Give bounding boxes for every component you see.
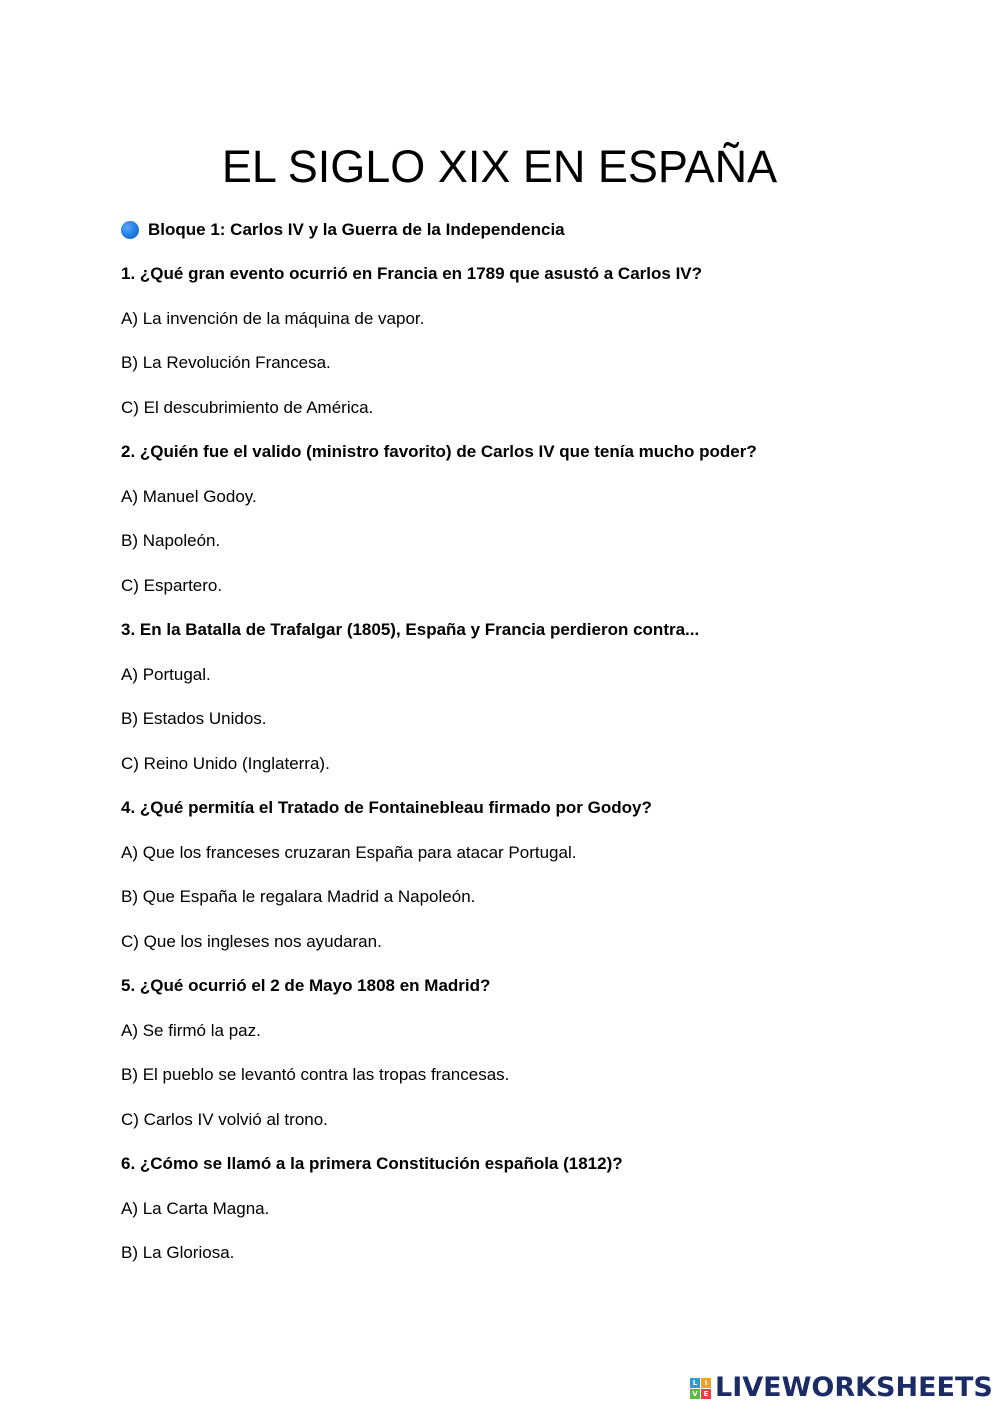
logo-letter-e: E	[701, 1389, 711, 1399]
question-3-option-b[interactable]: B) Estados Unidos.	[121, 709, 267, 728]
block-header	[121, 218, 565, 242]
liveworksheets-brand	[690, 1373, 993, 1403]
logo-letter-l: L	[690, 1378, 700, 1388]
question-1-option-a[interactable]: A) La invención de la máquina de vapor.	[121, 309, 425, 328]
question-2-option-a[interactable]: A) Manuel Godoy.	[121, 487, 257, 506]
question-3: 3. En la Batalla de Trafalgar (1805), España y Francia perdieron contra...	[121, 620, 700, 639]
page-title: EL SIGLO XIX EN ESPAÑA	[221, 141, 778, 192]
question-5-option-a[interactable]: A) Se firmó la paz.	[121, 1021, 261, 1040]
blue-circle-icon	[121, 221, 139, 239]
question-4: 4. ¿Qué permitía el Tratado de Fontainebleau firmado por Godoy?	[121, 798, 652, 817]
question-2: 2. ¿Quién fue el valido (ministro favorito) de Carlos IV que tenía mucho poder?	[121, 442, 757, 461]
question-5: 5. ¿Qué ocurrió el 2 de Mayo 1808 en Madrid?	[121, 976, 491, 995]
question-6: 6. ¿Cómo se llamó a la primera Constitución española (1812)?	[121, 1154, 623, 1173]
question-2-option-b[interactable]: B) Napoleón.	[121, 531, 221, 550]
question-5-option-b[interactable]: B) El pueblo se levantó contra las tropas francesas.	[121, 1065, 510, 1084]
question-3-option-c[interactable]: C) Reino Unido (Inglaterra).	[121, 754, 330, 773]
logo-letter-v: V	[690, 1389, 700, 1399]
question-5-option-c[interactable]: C) Carlos IV volvió al trono.	[121, 1110, 328, 1129]
question-1-option-c[interactable]: C) El descubrimiento de América.	[121, 398, 374, 417]
question-1-option-b[interactable]: B) La Revolución Francesa.	[121, 353, 331, 372]
question-2-option-c[interactable]: C) Espartero.	[121, 576, 223, 595]
question-4-option-c[interactable]: C) Que los ingleses nos ayudaran.	[121, 932, 382, 951]
question-1: 1. ¿Qué gran evento ocurrió en Francia en 1789 que asustó a Carlos IV?	[121, 264, 703, 283]
question-3-option-a[interactable]: A) Portugal.	[121, 665, 211, 684]
brand-text: LIVEWORKSHEETS	[715, 1372, 993, 1403]
question-6-option-a[interactable]: A) La Carta Magna.	[121, 1199, 270, 1218]
question-6-option-b[interactable]: B) La Gloriosa.	[121, 1243, 235, 1262]
question-4-option-a[interactable]: A) Que los franceses cruzaran España para atacar Portugal.	[121, 843, 577, 862]
block-label: Bloque 1: Carlos IV y la Guerra de la Independencia	[148, 220, 565, 239]
liveworksheets-logo-icon	[690, 1378, 711, 1399]
logo-letter-i: I	[701, 1378, 711, 1388]
question-4-option-b[interactable]: B) Que España le regalara Madrid a Napoleón.	[121, 887, 476, 906]
